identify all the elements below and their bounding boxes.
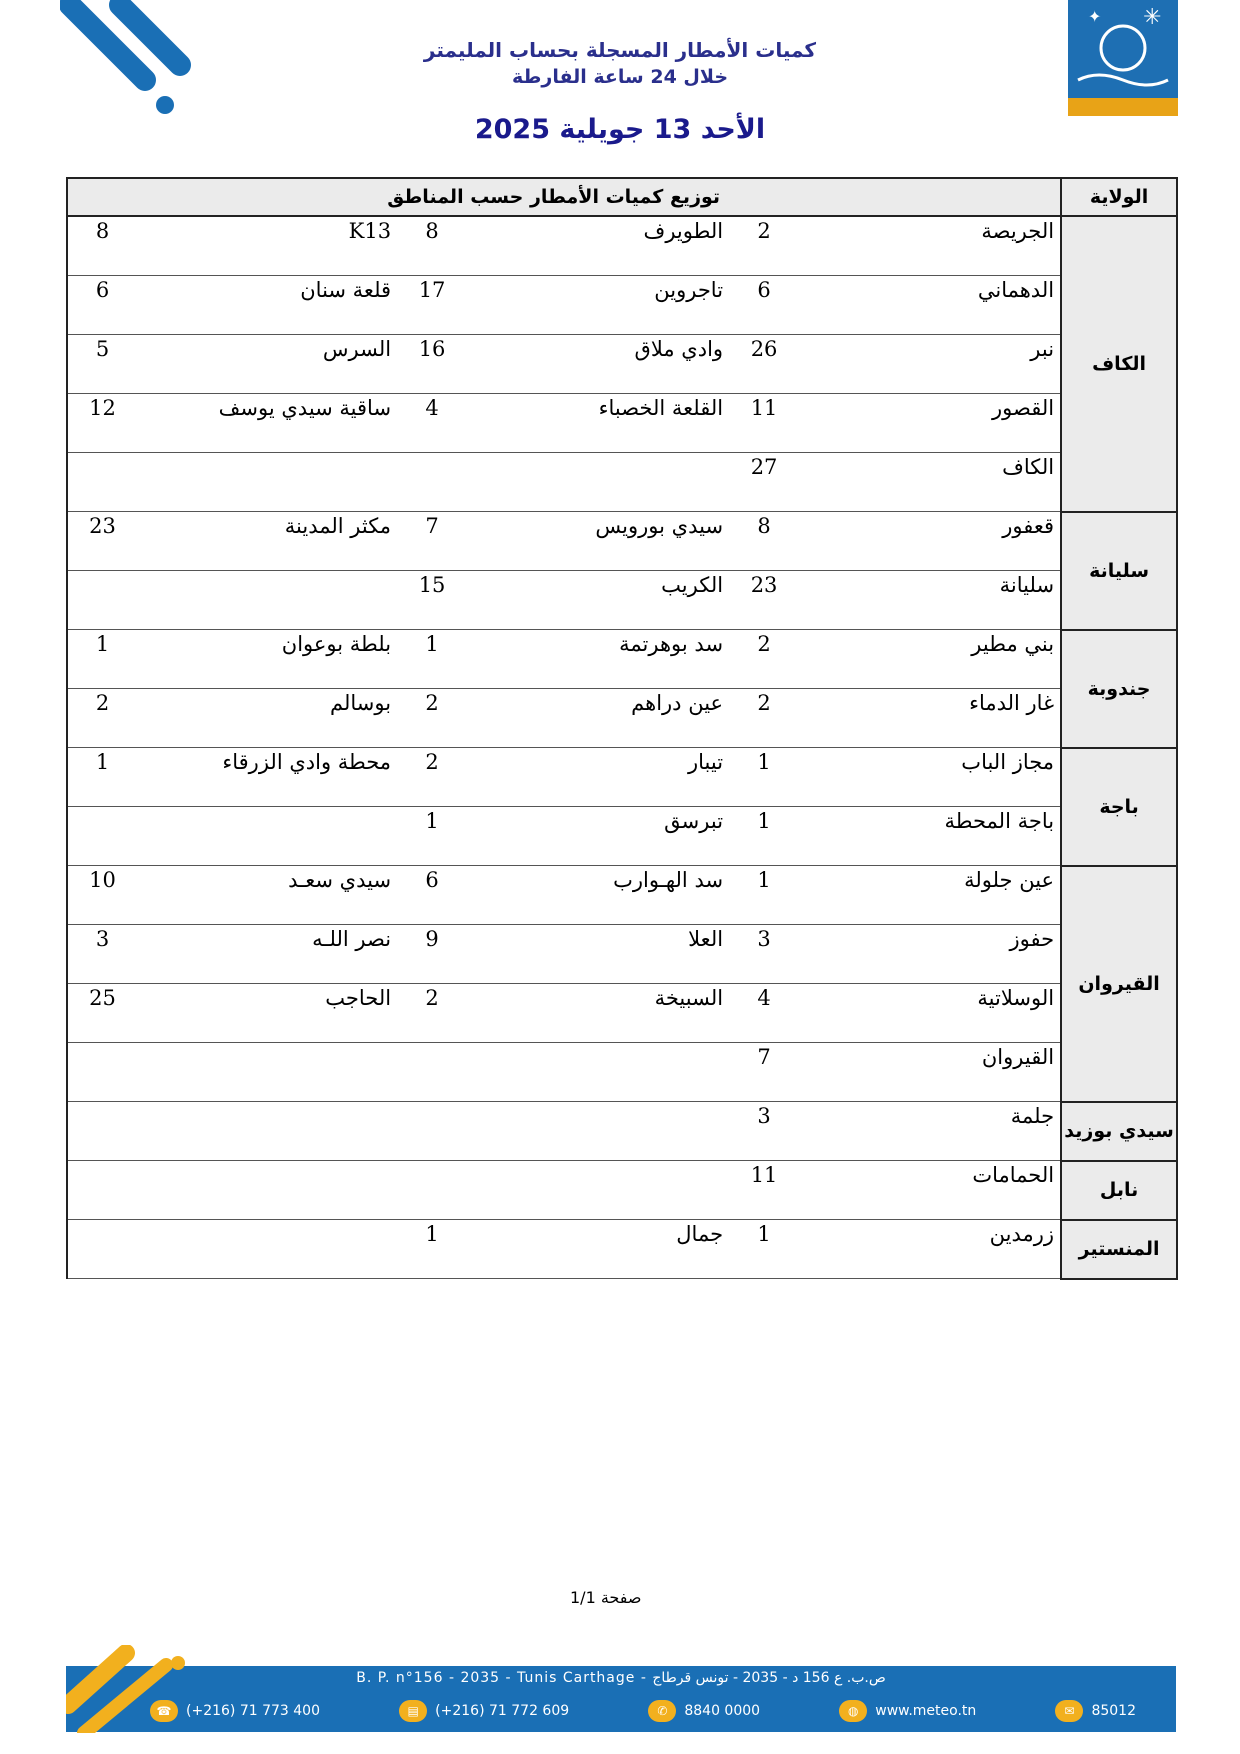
station-name: الجريصة: [799, 216, 1061, 276]
station-name: سيدي بورويس: [467, 512, 729, 571]
table-row: [67, 571, 1177, 630]
footer-stripes: [66, 1645, 186, 1733]
rainfall-value: 9: [397, 925, 467, 984]
station-name: عين جلولة: [799, 866, 1061, 925]
table-row: [67, 1102, 1177, 1161]
rainfall-value: 15: [397, 571, 467, 630]
rainfall-value: 1: [397, 1220, 467, 1279]
station-name: حفوز: [799, 925, 1061, 984]
station-name: مجاز الباب: [799, 748, 1061, 807]
table-row: [67, 984, 1177, 1043]
table-row: [67, 1161, 1177, 1220]
page-number: صفحة 1/1: [570, 1588, 642, 1607]
phone-icon: ☎: [150, 1700, 178, 1722]
sms-icon: ✉: [1055, 1700, 1083, 1722]
station-name: نبر: [799, 335, 1061, 394]
rainfall-value: 1: [397, 630, 467, 689]
governorate-cell: الكاف: [1061, 216, 1177, 512]
footer-address: B. P. n°156 - 2035 - Tunis Carthage - ص.ب. ع 156 د - 2035 - تونس قرطاج: [356, 1670, 886, 1686]
table-row: [67, 512, 1177, 571]
table-row: [67, 807, 1177, 866]
rainfall-value: 1: [729, 866, 799, 925]
table-row: [67, 748, 1177, 807]
station-name: السرس: [137, 335, 397, 394]
footer-sms: ✉ 85012: [1055, 1700, 1136, 1722]
rainfall-value: 1: [729, 807, 799, 866]
rainfall-value: 16: [397, 335, 467, 394]
station-name: الكاف: [799, 453, 1061, 512]
rainfall-value: 11: [729, 394, 799, 453]
table-row: [67, 630, 1177, 689]
rainfall-value: 3: [729, 1102, 799, 1161]
handset-icon: ✆: [648, 1700, 676, 1722]
footer-green-number: ✆ 8840 0000: [648, 1700, 760, 1722]
rainfall-value: 7: [729, 1043, 799, 1102]
station-name: سيدي سعـد: [137, 866, 397, 925]
station-name: القيروان: [799, 1043, 1061, 1102]
station-name: نصر اللـه: [137, 925, 397, 984]
station-name: غار الدماء: [799, 689, 1061, 748]
station-name: بوسالم: [137, 689, 397, 748]
emblem-icon: [1068, 0, 1178, 98]
station-name: زرمدين: [799, 1220, 1061, 1279]
station-name: قعفور: [799, 512, 1061, 571]
rainfall-value: 1: [729, 1220, 799, 1279]
rainfall-value: [397, 1102, 467, 1161]
stripes-logo: [60, 0, 200, 120]
station-name: الطويرف: [467, 216, 729, 276]
rainfall-value: 4: [397, 394, 467, 453]
rainfall-value: 6: [729, 276, 799, 335]
rainfall-value: 11: [729, 1161, 799, 1220]
table-row: [67, 276, 1177, 335]
station-name: [137, 1102, 397, 1161]
table-row: [67, 394, 1177, 453]
station-name: بني مطير: [799, 630, 1061, 689]
header-governorate: الولاية: [1061, 178, 1177, 216]
rainfall-value: 2: [397, 748, 467, 807]
footer-phone: ☎ (+216) 71 773 400: [150, 1700, 320, 1722]
station-name: K13: [137, 216, 397, 276]
rainfall-value: 1: [67, 630, 137, 689]
page-subtitle: خلال 24 ساعة الفارطة: [511, 66, 729, 88]
rainfall-value: 2: [397, 984, 467, 1043]
governorate-cell: باجة: [1061, 748, 1177, 866]
station-name: جمال: [467, 1220, 729, 1279]
station-name: الحاجب: [137, 984, 397, 1043]
station-name: السبيخة: [467, 984, 729, 1043]
rainfall-value: 27: [729, 453, 799, 512]
rainfall-value: 2: [729, 689, 799, 748]
station-name: [137, 1043, 397, 1102]
rainfall-value: 3: [67, 925, 137, 984]
rainfall-value: 2: [397, 689, 467, 748]
station-name: جلمة: [799, 1102, 1061, 1161]
station-name: قلعة سنان: [137, 276, 397, 335]
station-name: الكريب: [467, 571, 729, 630]
station-name: تيبار: [467, 748, 729, 807]
station-name: سد بوهرتمة: [467, 630, 729, 689]
svg-text:✦: ✦: [1088, 7, 1102, 26]
footer-fax: ▤ (+216) 71 772 609: [399, 1700, 569, 1722]
rainfall-value: 8: [397, 216, 467, 276]
rainfall-value: 12: [67, 394, 137, 453]
rainfall-value: [67, 571, 137, 630]
footer-contacts: [150, 1700, 1136, 1722]
table-row: [67, 1220, 1177, 1279]
table-row: [67, 216, 1177, 276]
footer-bar: [66, 1666, 1176, 1732]
rainfall-value: 3: [729, 925, 799, 984]
station-name: [467, 1102, 729, 1161]
rainfall-value: [67, 1102, 137, 1161]
rainfall-value: 8: [67, 216, 137, 276]
station-name: سليانة: [799, 571, 1061, 630]
station-name: [137, 453, 397, 512]
rainfall-value: [67, 807, 137, 866]
rainfall-value: 26: [729, 335, 799, 394]
rainfall-value: 5: [67, 335, 137, 394]
governorate-cell: نابل: [1061, 1161, 1177, 1220]
rainfall-value: 17: [397, 276, 467, 335]
report-date: الأحد 13 جويلية 2025: [474, 114, 766, 145]
governorate-cell: جندوبة: [1061, 630, 1177, 748]
rainfall-value: 25: [67, 984, 137, 1043]
footer-website[interactable]: ◍ www.meteo.tn: [839, 1700, 976, 1722]
rainfall-value: 4: [729, 984, 799, 1043]
station-name: [137, 1161, 397, 1220]
station-name: محطة وادي الزرقاء: [137, 748, 397, 807]
rainfall-value: 10: [67, 866, 137, 925]
station-name: [137, 571, 397, 630]
rainfall-value: [67, 1161, 137, 1220]
station-name: [467, 453, 729, 512]
rainfall-value: 23: [67, 512, 137, 571]
station-name: عين دراهم: [467, 689, 729, 748]
governorate-cell: سيدي بوزيد: [1061, 1102, 1177, 1161]
rainfall-value: 6: [67, 276, 137, 335]
svg-text:✳: ✳: [1143, 5, 1162, 30]
governorate-cell: المنستير: [1061, 1220, 1177, 1279]
rainfall-value: [397, 1161, 467, 1220]
station-name: الدهماني: [799, 276, 1061, 335]
station-name: [467, 1043, 729, 1102]
station-name: القصور: [799, 394, 1061, 453]
rainfall-value: [67, 453, 137, 512]
table-row: [67, 453, 1177, 512]
rainfall-value: [67, 1043, 137, 1102]
header-distribution: توزيع كميات الأمطار حسب المناطق: [67, 178, 1061, 216]
rainfall-table-body: [67, 216, 1177, 1279]
station-name: الوسلاتية: [799, 984, 1061, 1043]
rainfall-value: 8: [729, 512, 799, 571]
table-row: [67, 866, 1177, 925]
rainfall-value: 2: [729, 630, 799, 689]
rainfall-value: 7: [397, 512, 467, 571]
station-name: وادي ملاق: [467, 335, 729, 394]
table-row: [67, 1043, 1177, 1102]
rainfall-value: [397, 453, 467, 512]
station-name: مكثر المدينة: [137, 512, 397, 571]
table-row: [67, 925, 1177, 984]
governorate-cell: سليانة: [1061, 512, 1177, 630]
rainfall-value: 1: [67, 748, 137, 807]
rainfall-value: 1: [397, 807, 467, 866]
station-name: الحمامات: [799, 1161, 1061, 1220]
station-name: [137, 1220, 397, 1279]
station-name: القلعة الخصباء: [467, 394, 729, 453]
rainfall-value: [67, 1220, 137, 1279]
rainfall-table: [66, 177, 1178, 1280]
page-title: كميات الأمطار المسجلة بحساب المليمتر: [423, 38, 817, 62]
inm-logo: [1068, 0, 1178, 116]
station-name: بلطة بوعوان: [137, 630, 397, 689]
table-row: [67, 689, 1177, 748]
station-name: باجة المحطة: [799, 807, 1061, 866]
station-name: [467, 1161, 729, 1220]
station-name: تاجروين: [467, 276, 729, 335]
station-name: ساقية سيدي يوسف: [137, 394, 397, 453]
station-name: [137, 807, 397, 866]
table-row: [67, 335, 1177, 394]
governorate-cell: القيروان: [1061, 866, 1177, 1102]
rainfall-value: [397, 1043, 467, 1102]
station-name: تبرسق: [467, 807, 729, 866]
rainfall-value: 1: [729, 748, 799, 807]
rainfall-value: 23: [729, 571, 799, 630]
fax-icon: ▤: [399, 1700, 427, 1722]
station-name: العلا: [467, 925, 729, 984]
rainfall-value: 2: [67, 689, 137, 748]
globe-icon: ◍: [839, 1700, 867, 1722]
station-name: سد الهـوارب: [467, 866, 729, 925]
rainfall-value: 2: [729, 216, 799, 276]
rainfall-value: 6: [397, 866, 467, 925]
